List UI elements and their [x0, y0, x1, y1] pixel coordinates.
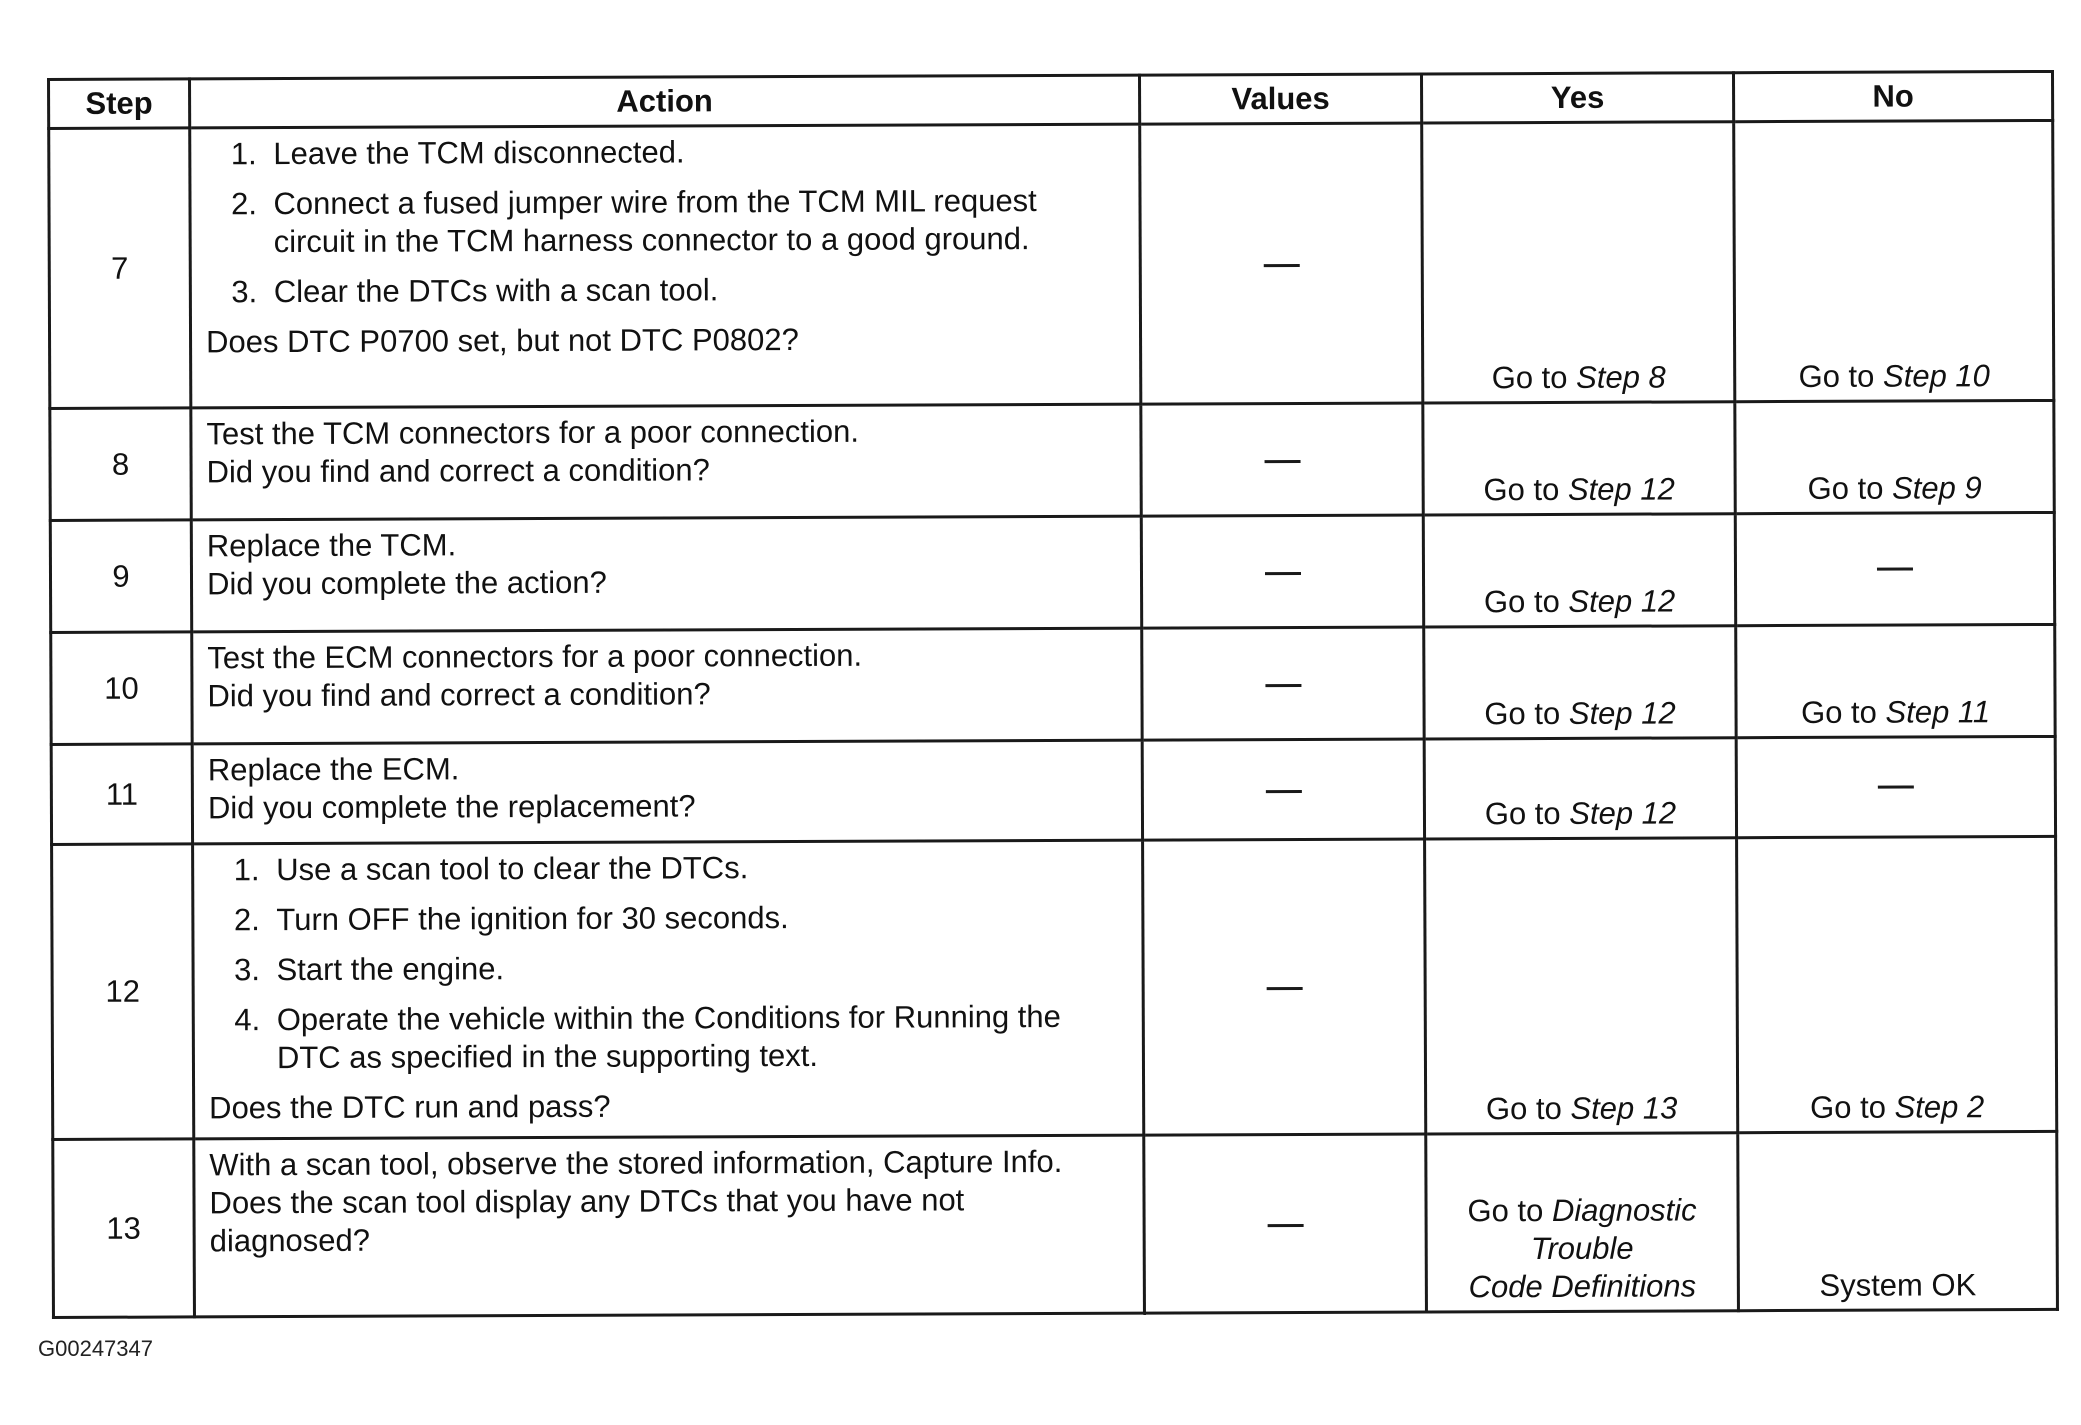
step-number: 10 [51, 632, 192, 745]
goto-link-code-definitions[interactable]: Code Definitions [1468, 1268, 1697, 1305]
action-text: Test the TCM connectors for a poor connection. [206, 413, 859, 452]
goto-step-link[interactable]: Step 9 [1891, 470, 1982, 506]
action-step: 4. Operate the vehicle within the Conditions for Running the DTC as specified in the supporting text. [269, 998, 1128, 1077]
goto-step-link[interactable]: Step 12 [1569, 795, 1677, 831]
action-question: Did you complete the action? [206, 564, 607, 602]
action-step: 3. Clear the DTCs with a scan tool. [266, 270, 1125, 311]
step-number: 12 [52, 844, 194, 1140]
no-cell [1736, 736, 2055, 837]
values-cell [1140, 123, 1423, 404]
goto-step-link[interactable]: Step 2 [1894, 1089, 1985, 1125]
no-cell-system-ok: System OK [1738, 1131, 2058, 1310]
goto-step-link[interactable]: Step 11 [1885, 694, 1991, 730]
values-dash [1263, 264, 1299, 267]
goto-prefix: Go to [1798, 358, 1875, 394]
yes-cell [1424, 626, 1736, 739]
header-action: Action [190, 75, 1140, 128]
action-question: Did you find and correct a condition? [207, 676, 711, 714]
goto-step-link[interactable]: Step 13 [1570, 1090, 1678, 1126]
header-no: No [1733, 71, 2052, 121]
goto-link-diagnostic[interactable]: Diagnostic [1551, 1192, 1697, 1228]
action-question: Does DTC P0700 set, but not DTC P0802? [205, 321, 799, 360]
values-dash [1265, 684, 1301, 687]
yes-cell [1422, 122, 1735, 403]
goto-link-trouble[interactable]: Trouble [1530, 1230, 1634, 1267]
goto-prefix: Go to [1484, 795, 1561, 832]
action-cell [191, 516, 1141, 632]
values-cell [1141, 403, 1423, 516]
goto-prefix: Go to [1800, 694, 1877, 730]
table-row [50, 512, 2054, 632]
no-cell [1735, 400, 2054, 513]
action-step: 1. Leave the TCM disconnected. [265, 132, 1124, 173]
table-row [50, 400, 2054, 520]
goto-prefix: Go to [1483, 583, 1560, 620]
action-question: Did you find and correct a condition? [206, 452, 710, 490]
values-dash [1267, 1224, 1303, 1227]
table-row [49, 120, 2054, 408]
action-text: Test the ECM connectors for a poor connection. [207, 637, 863, 676]
no-cell [1734, 120, 2054, 401]
values-dash [1264, 572, 1300, 575]
action-step: 2. Turn OFF the ignition for 30 seconds. [268, 898, 1127, 939]
yes-cell [1423, 514, 1735, 627]
action-text: Replace the TCM. [206, 527, 457, 564]
goto-step-link[interactable]: Step 12 [1567, 471, 1675, 507]
goto-prefix: Go to [1484, 695, 1561, 732]
action-step: 3. Start the engine. [269, 948, 1128, 989]
header-yes: Yes [1421, 73, 1733, 123]
goto-step-link[interactable]: Step 12 [1568, 695, 1676, 731]
step-number: 9 [50, 520, 191, 633]
values-dash [1265, 790, 1301, 793]
action-cell [193, 840, 1144, 1139]
step-number: 13 [53, 1139, 195, 1318]
action-text: Replace the ECM. [207, 751, 460, 788]
goto-step-link[interactable]: Step 8 [1576, 359, 1666, 395]
values-cell [1142, 627, 1424, 740]
goto-line [1435, 1191, 1728, 1230]
goto-prefix: Go to [1491, 359, 1568, 396]
yes-cell [1426, 1133, 1739, 1312]
action-cell [190, 124, 1141, 408]
action-step: 2. Connect a fused jumper wire from the TCM MIL request circuit in the TCM harness connector to a good ground. [265, 182, 1124, 261]
goto-prefix: Go to [1807, 470, 1884, 506]
goto-step-link[interactable]: Step 12 [1568, 583, 1676, 619]
step-number: 11 [51, 744, 192, 845]
no-cell [1737, 836, 2057, 1132]
values-dash [1266, 987, 1302, 990]
action-cell [192, 740, 1142, 844]
action-cell [191, 404, 1141, 520]
goto-step-link[interactable]: Step 10 [1882, 358, 1990, 394]
yes-cell [1423, 402, 1735, 515]
values-cell [1141, 515, 1423, 628]
values-cell [1143, 839, 1426, 1135]
table-row [53, 1131, 2058, 1317]
action-cell [192, 628, 1142, 744]
figure-id: G00247347 [38, 1336, 153, 1361]
goto-prefix: Go to [1483, 471, 1560, 508]
no-dash [1878, 785, 1914, 788]
table-row [52, 836, 2057, 1139]
yes-cell [1424, 738, 1736, 839]
header-values: Values [1139, 74, 1421, 124]
goto-prefix: Go to [1485, 1090, 1562, 1127]
action-text: With a scan tool, observe the stored information, Capture Info. [209, 1143, 1063, 1183]
values-cell [1142, 739, 1424, 840]
no-cell [1735, 512, 2054, 625]
action-step: 1. Use a scan tool to clear the DTCs. [268, 848, 1127, 889]
no-cell [1736, 624, 2055, 737]
step-number: 7 [49, 128, 191, 409]
diagnostic-table [47, 70, 2059, 1319]
goto-prefix: Go to [1467, 1193, 1544, 1229]
values-dash [1264, 460, 1300, 463]
step-number: 8 [50, 408, 191, 521]
action-cell [194, 1135, 1145, 1317]
action-steps-list [205, 132, 1125, 312]
action-steps-list [208, 848, 1128, 1078]
action-question: Does the scan tool display any DTCs that you have not diagnosed? [209, 1182, 965, 1259]
action-question: Did you complete the replacement? [207, 788, 696, 826]
header-step: Step [49, 79, 190, 129]
values-cell [1144, 1134, 1427, 1313]
no-dash [1877, 567, 1913, 570]
goto-prefix: Go to [1810, 1089, 1886, 1125]
yes-cell [1425, 838, 1738, 1134]
table-row [51, 624, 2055, 744]
header-row [49, 71, 2053, 128]
table-row [51, 736, 2055, 844]
action-question: Does the DTC run and pass? [209, 1088, 611, 1126]
